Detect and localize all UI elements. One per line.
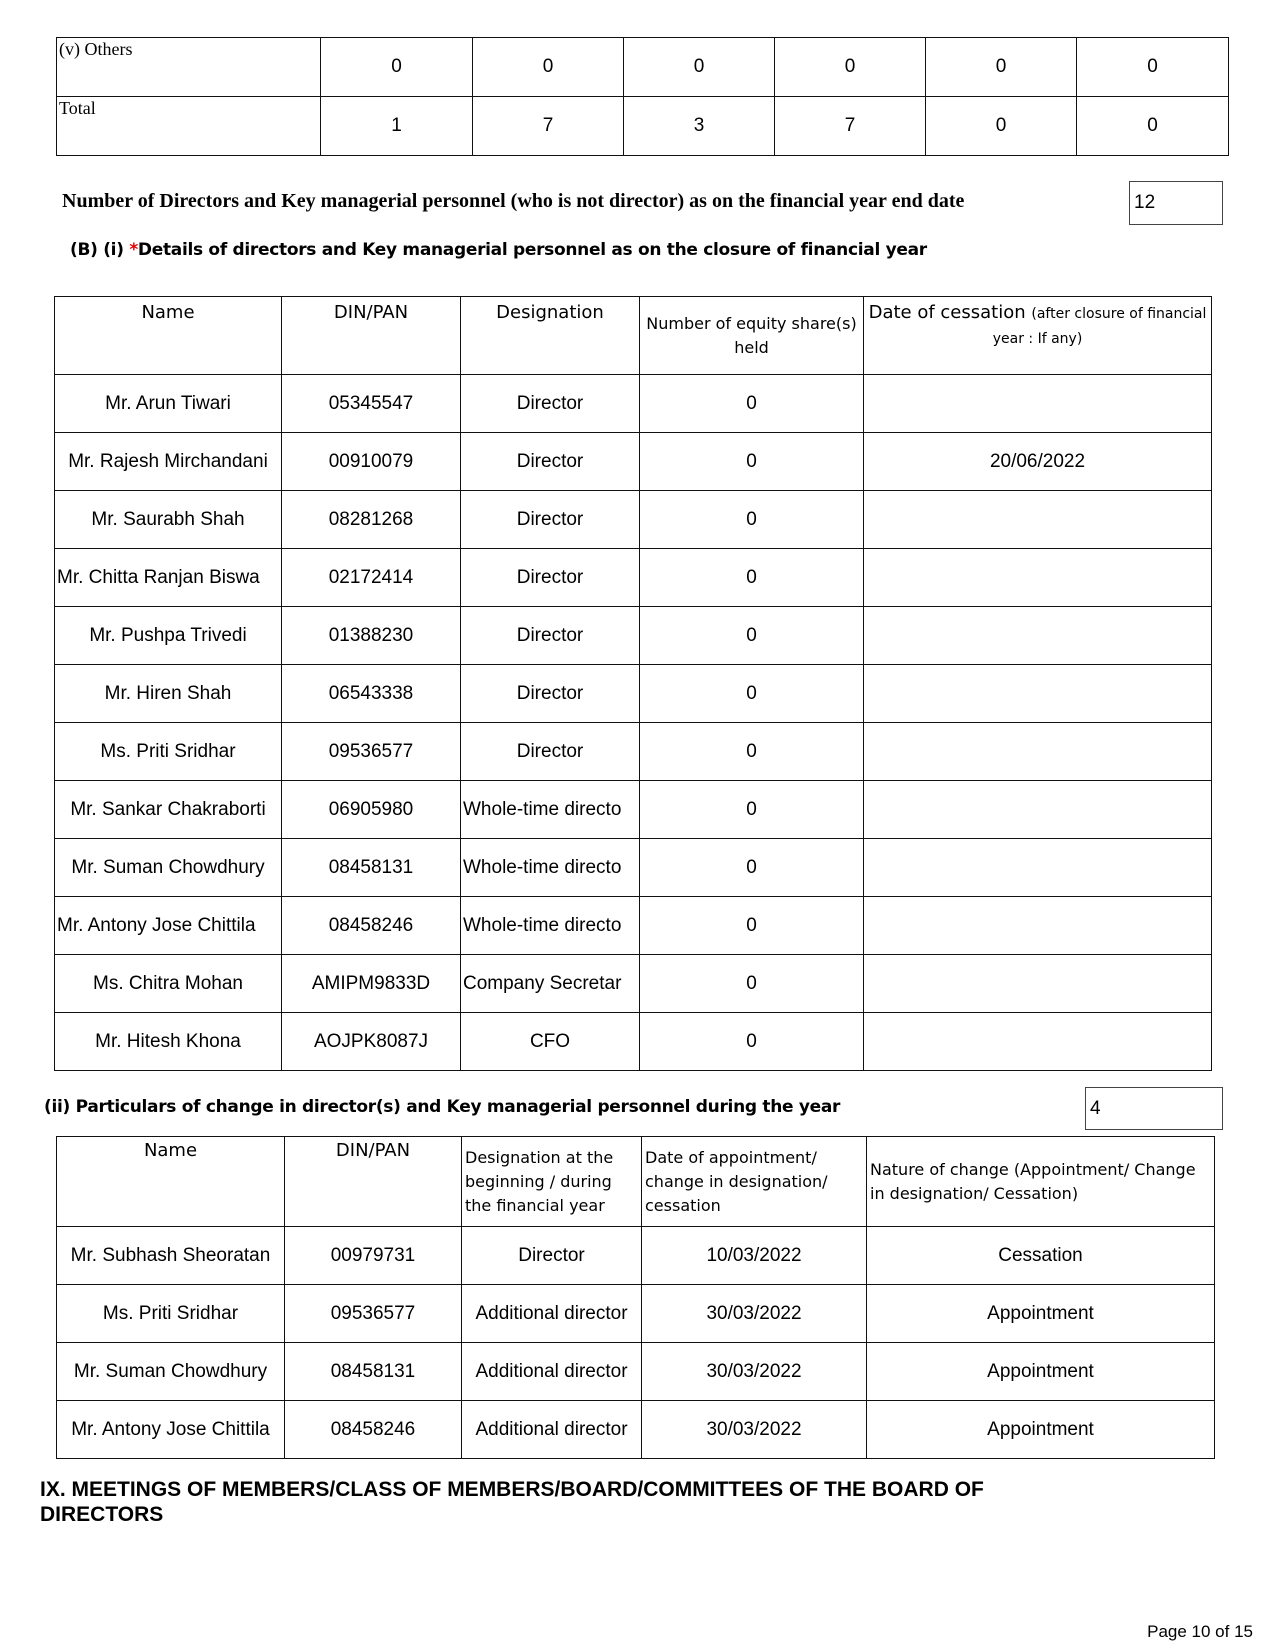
director-cessation-date [864,839,1212,897]
director-name: Mr. Antony Jose Chittila [55,897,282,955]
director-din: 08458131 [282,839,461,897]
director-din: 05345547 [282,375,461,433]
director-designation: Whole-time directo [461,839,640,897]
summary-row-label: (v) Others [57,38,321,97]
page-number: Page 10 of 15 [1147,1622,1253,1641]
changes-table [56,1136,1215,1459]
director-cessation-date [864,781,1212,839]
change-name: Mr. Antony Jose Chittila [57,1401,285,1459]
change-din: 00979731 [285,1227,462,1285]
director-row [55,839,1212,897]
director-din: 02172414 [282,549,461,607]
change-date: 30/03/2022 [642,1343,867,1401]
director-name: Mr. Hiren Shah [55,665,282,723]
change-din: 09536577 [285,1285,462,1343]
director-din: AOJPK8087J [282,1013,461,1071]
summary-cell: 0 [624,38,775,97]
director-designation: Company Secretar [461,955,640,1013]
director-cessation-date [864,491,1212,549]
director-row [55,607,1212,665]
col-header-designation-at-beginning: Designation at the beginning / during the financial year [462,1137,642,1227]
director-din: 00910079 [282,433,461,491]
summary-cell: 1 [321,97,473,156]
section-b-ii-heading: (ii) Particulars of change in director(s) and Key managerial personnel during the year [44,1097,841,1117]
change-date: 10/03/2022 [642,1227,867,1285]
cessation-header-main: Date of cessation [868,302,1026,323]
col-header-equity: Number of equity share(s) held [640,297,864,375]
director-shares: 0 [640,375,864,433]
director-cessation-date [864,1013,1212,1071]
col-header-name: Name [57,1137,285,1227]
change-count-field[interactable]: 4 [1085,1087,1223,1130]
director-shares: 0 [640,491,864,549]
summary-cell: 0 [1077,38,1229,97]
change-din: 08458131 [285,1343,462,1401]
director-name: Mr. Hitesh Khona [55,1013,282,1071]
required-marker: * [129,240,138,260]
section-ix-heading: IX. MEETINGS OF MEMBERS/CLASS OF MEMBERS/BOARD/COMMITTEES OF THE BOARD OF DIRECTORS [40,1478,984,1526]
summary-row-label: Total [57,97,321,156]
director-cessation-date [864,955,1212,1013]
director-din: 06543338 [282,665,461,723]
col-header-din-pan: DIN/PAN [285,1137,462,1227]
section-b-i-heading [70,240,927,260]
director-designation: Whole-time directo [461,897,640,955]
director-name: Mr. Sankar Chakraborti [55,781,282,839]
director-cessation-date [864,375,1212,433]
section-b-i-prefix: (B) (i) [70,240,130,260]
director-name: Mr. Chitta Ranjan Biswa [55,549,282,607]
director-name: Mr. Arun Tiwari [55,375,282,433]
director-shares: 0 [640,665,864,723]
director-designation: Director [461,375,640,433]
director-row [55,433,1212,491]
director-din: 08281268 [282,491,461,549]
change-name: Ms. Priti Sridhar [57,1285,285,1343]
director-shares: 0 [640,897,864,955]
director-name: Ms. Priti Sridhar [55,723,282,781]
director-din: 06905980 [282,781,461,839]
cessation-header-note: (after closure of financial year : If any) [992,306,1207,347]
director-cessation-date [864,607,1212,665]
director-cessation-date: 20/06/2022 [864,433,1212,491]
summary-cell: 0 [775,38,926,97]
summary-row [57,38,1229,97]
col-header-date-of-change: Date of appointment/ change in designation/ cessation [642,1137,867,1227]
change-nature: Cessation [867,1227,1215,1285]
col-header-nature-of-change: Nature of change (Appointment/ Change in designation/ Cessation) [867,1137,1215,1227]
director-name: Mr. Pushpa Trivedi [55,607,282,665]
col-header-din-pan: DIN/PAN [282,297,461,375]
director-cessation-date [864,897,1212,955]
director-cessation-date [864,549,1212,607]
director-row [55,897,1212,955]
director-name: Mr. Suman Chowdhury [55,839,282,897]
summary-cell: 3 [624,97,775,156]
change-row [57,1343,1215,1401]
director-name: Ms. Chitra Mohan [55,955,282,1013]
change-row [57,1285,1215,1343]
director-row [55,375,1212,433]
director-row [55,955,1212,1013]
change-din: 08458246 [285,1401,462,1459]
change-designation: Additional director [462,1401,642,1459]
summary-cell: 0 [321,38,473,97]
director-din: 01388230 [282,607,461,665]
kmp-count-field[interactable]: 12 [1129,181,1223,225]
change-designation: Additional director [462,1285,642,1343]
director-shares: 0 [640,781,864,839]
summary-row [57,97,1229,156]
summary-cell: 0 [473,38,624,97]
director-designation: Director [461,665,640,723]
change-designation: Director [462,1227,642,1285]
director-din: AMIPM9833D [282,955,461,1013]
summary-cell: 7 [775,97,926,156]
directors-table [54,296,1212,1071]
summary-cell: 0 [926,38,1077,97]
director-designation: Director [461,549,640,607]
director-row [55,781,1212,839]
kmp-count-label: Number of Directors and Key managerial personnel (who is not director) as on the financial year end date [62,190,965,212]
change-row [57,1227,1215,1285]
change-name: Mr. Subhash Sheoratan [57,1227,285,1285]
director-row [55,1013,1212,1071]
director-designation: Director [461,491,640,549]
director-shares: 0 [640,1013,864,1071]
director-designation: Director [461,433,640,491]
col-header-cessation [864,297,1212,375]
col-header-name: Name [55,297,282,375]
change-designation: Additional director [462,1343,642,1401]
director-shares: 0 [640,433,864,491]
summary-table [56,37,1229,156]
change-date: 30/03/2022 [642,1401,867,1459]
change-name: Mr. Suman Chowdhury [57,1343,285,1401]
change-nature: Appointment [867,1285,1215,1343]
director-shares: 0 [640,955,864,1013]
director-designation: CFO [461,1013,640,1071]
director-din: 09536577 [282,723,461,781]
summary-cell: 0 [926,97,1077,156]
director-cessation-date [864,723,1212,781]
section-b-i-title: Details of directors and Key managerial personnel as on the closure of financial year [137,240,927,260]
director-row [55,491,1212,549]
summary-cell: 7 [473,97,624,156]
director-designation: Director [461,723,640,781]
director-shares: 0 [640,723,864,781]
director-shares: 0 [640,839,864,897]
summary-cell: 0 [1077,97,1229,156]
change-row [57,1401,1215,1459]
director-row [55,723,1212,781]
change-nature: Appointment [867,1343,1215,1401]
change-nature: Appointment [867,1401,1215,1459]
director-cessation-date [864,665,1212,723]
director-din: 08458246 [282,897,461,955]
director-shares: 0 [640,607,864,665]
director-designation: Director [461,607,640,665]
director-name: Mr. Rajesh Mirchandani [55,433,282,491]
director-row [55,549,1212,607]
col-header-designation: Designation [461,297,640,375]
director-designation: Whole-time directo [461,781,640,839]
director-row [55,665,1212,723]
director-shares: 0 [640,549,864,607]
change-date: 30/03/2022 [642,1285,867,1343]
director-name: Mr. Saurabh Shah [55,491,282,549]
